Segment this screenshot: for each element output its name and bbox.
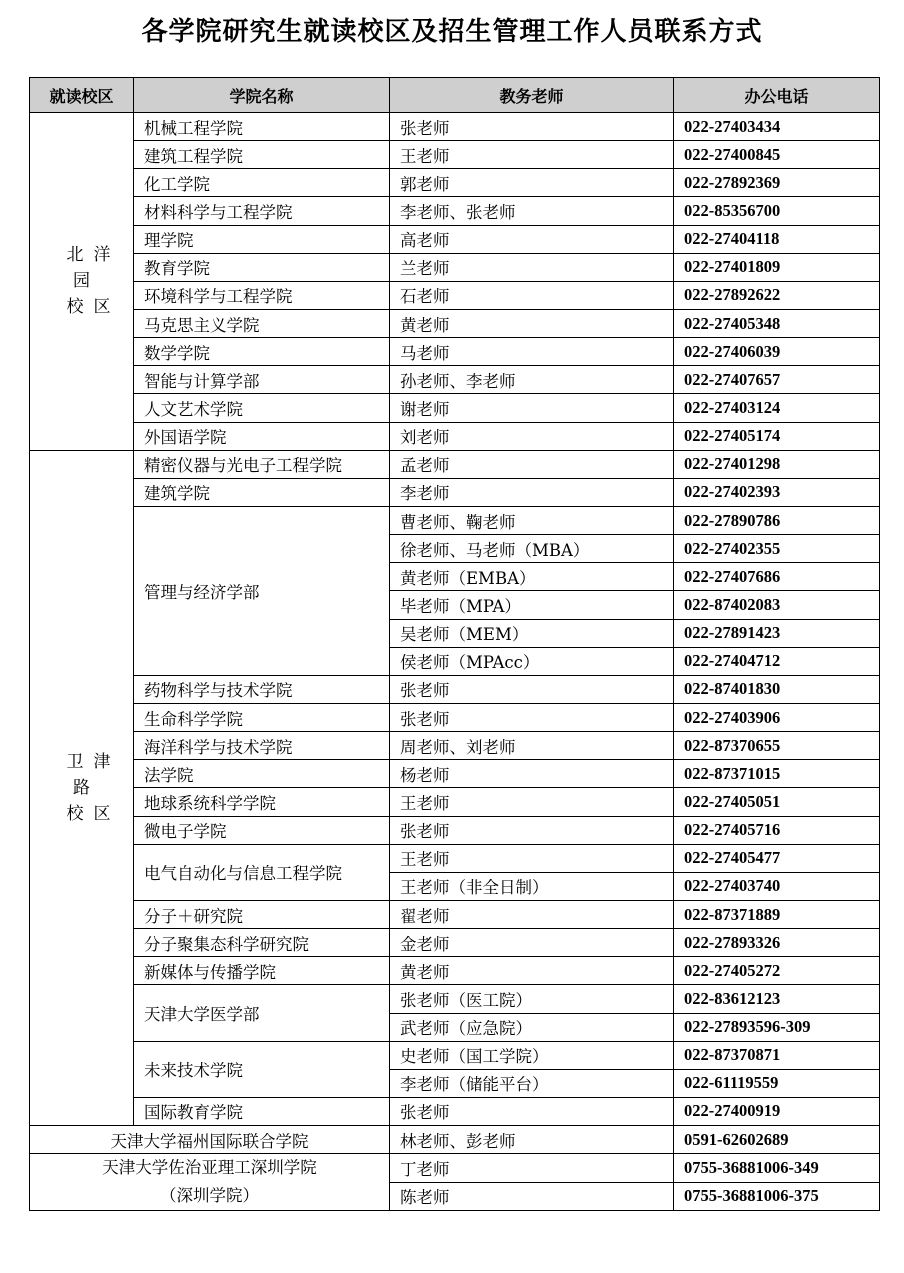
campus-label-line1: 卫津	[66, 751, 121, 772]
college-subname: （深圳学院）	[160, 1186, 259, 1206]
office-phone: 022-85356700	[674, 197, 880, 225]
table-row	[30, 788, 880, 816]
teacher-name: 黄老师	[390, 309, 674, 337]
office-phone: 0755-36881006-349	[674, 1154, 880, 1183]
college-name: 新媒体与传播学院	[134, 957, 390, 985]
table-row	[30, 900, 880, 928]
table-row	[30, 985, 880, 1013]
teacher-name: 兰老师	[390, 253, 674, 281]
page-title: 各学院研究生就读校区及招生管理工作人员联系方式	[141, 17, 763, 47]
office-phone: 022-27403434	[674, 113, 880, 141]
office-phone: 0755-36881006-375	[674, 1182, 880, 1211]
teacher-name: 孟老师	[390, 450, 674, 478]
teacher-name: 马老师	[390, 338, 674, 366]
header-teacher: 教务老师	[390, 78, 674, 113]
teacher-name: 孙老师、李老师	[390, 366, 674, 394]
teacher-name: 李老师	[390, 478, 674, 506]
office-phone: 022-27404712	[674, 647, 880, 675]
teacher-name: 杨老师	[390, 760, 674, 788]
teacher-name: 丁老师	[390, 1154, 674, 1183]
college-name-cell	[30, 1154, 390, 1211]
table-row	[30, 141, 880, 169]
header-college: 学院名称	[134, 78, 390, 113]
teacher-name: 陈老师	[390, 1182, 674, 1211]
table-row	[30, 703, 880, 731]
teacher-name: 张老师（医工院）	[390, 985, 674, 1013]
campus-label-line3: 校区	[66, 803, 121, 824]
table-body	[30, 113, 880, 1211]
teacher-name: 王老师	[390, 788, 674, 816]
office-phone: 022-83612123	[674, 985, 880, 1013]
college-name: 建筑工程学院	[134, 141, 390, 169]
teacher-name: 王老师（非全日制）	[390, 872, 674, 900]
college-name: 精密仪器与光电子工程学院	[134, 450, 390, 478]
office-phone: 022-27891423	[674, 619, 880, 647]
office-phone: 022-27403906	[674, 703, 880, 731]
office-phone: 022-27402393	[674, 478, 880, 506]
table-row	[30, 844, 880, 872]
teacher-name: 吴老师（MEM）	[390, 619, 674, 647]
table-row	[30, 1041, 880, 1069]
table-row	[30, 929, 880, 957]
teacher-name: 毕老师（MPA）	[390, 591, 674, 619]
college-name: 未来技术学院	[134, 1041, 390, 1097]
college-name: 生命科学学院	[134, 703, 390, 731]
teacher-name: 武老师（应急院）	[390, 1013, 674, 1041]
teacher-name: 谢老师	[390, 394, 674, 422]
table-row	[30, 1126, 880, 1154]
contact-table	[29, 77, 880, 1211]
table-row	[30, 1097, 880, 1125]
office-phone: 022-27405051	[674, 788, 880, 816]
office-phone: 022-87402083	[674, 591, 880, 619]
table-row	[30, 450, 880, 478]
college-name-cell	[30, 1126, 390, 1154]
office-phone: 022-27402355	[674, 535, 880, 563]
office-phone: 022-27405716	[674, 816, 880, 844]
table-row	[30, 366, 880, 394]
table-row	[30, 281, 880, 309]
table-row	[30, 816, 880, 844]
college-name: 教育学院	[134, 253, 390, 281]
college-name: 天津大学福州国际联合学院	[110, 1131, 309, 1151]
campus-cell-weijinlu	[30, 450, 134, 1125]
table-row	[30, 675, 880, 703]
table-row	[30, 394, 880, 422]
teacher-name: 张老师	[390, 816, 674, 844]
office-phone: 022-27892369	[674, 169, 880, 197]
table-row	[30, 309, 880, 337]
teacher-name: 史老师（国工学院）	[390, 1041, 674, 1069]
college-name: 国际教育学院	[134, 1097, 390, 1125]
college-name: 材料科学与工程学院	[134, 197, 390, 225]
table-row	[30, 1154, 880, 1183]
campus-label-line3: 校区	[66, 297, 121, 318]
college-name: 药物科学与技术学院	[134, 675, 390, 703]
table-row	[30, 113, 880, 141]
teacher-name: 李老师、张老师	[390, 197, 674, 225]
table-row	[30, 253, 880, 281]
college-name: 天津大学佐治亚理工深圳学院	[102, 1158, 317, 1178]
teacher-name: 翟老师	[390, 900, 674, 928]
teacher-name: 石老师	[390, 281, 674, 309]
teacher-name: 张老师	[390, 113, 674, 141]
college-name: 微电子学院	[134, 816, 390, 844]
teacher-name: 黄老师	[390, 957, 674, 985]
office-phone: 022-27400919	[674, 1097, 880, 1125]
office-phone: 022-27892622	[674, 281, 880, 309]
table-row	[30, 506, 880, 534]
office-phone: 022-27401809	[674, 253, 880, 281]
college-name: 管理与经济学部	[134, 506, 390, 675]
college-name: 建筑学院	[134, 478, 390, 506]
teacher-name: 周老师、刘老师	[390, 732, 674, 760]
table-row	[30, 760, 880, 788]
college-name: 天津大学医学部	[134, 985, 390, 1041]
college-name: 法学院	[134, 760, 390, 788]
table-row	[30, 169, 880, 197]
office-phone: 022-27401298	[674, 450, 880, 478]
table-row	[30, 338, 880, 366]
campus-cell-beiyangyuan	[30, 113, 134, 451]
college-name: 理学院	[134, 225, 390, 253]
college-name: 分子聚集态科学研究院	[134, 929, 390, 957]
teacher-name: 侯老师（MPAcc）	[390, 647, 674, 675]
teacher-name: 徐老师、马老师（MBA）	[390, 535, 674, 563]
office-phone: 022-27405174	[674, 422, 880, 450]
office-phone: 022-87371889	[674, 900, 880, 928]
college-name: 机械工程学院	[134, 113, 390, 141]
teacher-name: 李老师（储能平台）	[390, 1069, 674, 1097]
office-phone: 022-27890786	[674, 506, 880, 534]
office-phone: 022-27407686	[674, 563, 880, 591]
college-name: 地球系统科学学院	[134, 788, 390, 816]
teacher-name: 张老师	[390, 1097, 674, 1125]
college-name: 人文艺术学院	[134, 394, 390, 422]
office-phone: 022-61119559	[674, 1069, 880, 1097]
college-name: 马克思主义学院	[134, 309, 390, 337]
office-phone: 022-27404118	[674, 225, 880, 253]
campus-label-line2: 路	[73, 777, 100, 798]
teacher-name: 郭老师	[390, 169, 674, 197]
teacher-name: 曹老师、鞠老师	[390, 506, 674, 534]
college-name: 分子＋研究院	[134, 900, 390, 928]
teacher-name: 张老师	[390, 703, 674, 731]
office-phone: 0591-62602689	[674, 1126, 880, 1154]
table-row	[30, 197, 880, 225]
table-header-row	[30, 78, 880, 113]
office-phone: 022-87371015	[674, 760, 880, 788]
office-phone: 022-87401830	[674, 675, 880, 703]
teacher-name: 黄老师（EMBA）	[390, 563, 674, 591]
college-name: 外国语学院	[134, 422, 390, 450]
table-row	[30, 478, 880, 506]
teacher-name: 张老师	[390, 675, 674, 703]
table-row	[30, 225, 880, 253]
header-campus: 就读校区	[30, 78, 134, 113]
teacher-name: 王老师	[390, 844, 674, 872]
college-name: 化工学院	[134, 169, 390, 197]
office-phone: 022-27893326	[674, 929, 880, 957]
office-phone: 022-87370655	[674, 732, 880, 760]
office-phone: 022-27403740	[674, 872, 880, 900]
campus-label-line2: 园	[73, 271, 100, 292]
college-name: 智能与计算学部	[134, 366, 390, 394]
table-row	[30, 957, 880, 985]
header-phone: 办公电话	[674, 78, 880, 113]
teacher-name: 高老师	[390, 225, 674, 253]
teacher-name: 林老师、彭老师	[390, 1126, 674, 1154]
table-row	[30, 732, 880, 760]
office-phone: 022-27403124	[674, 394, 880, 422]
table-row	[30, 422, 880, 450]
office-phone: 022-27405477	[674, 844, 880, 872]
college-name: 海洋科学与技术学院	[134, 732, 390, 760]
teacher-name: 王老师	[390, 141, 674, 169]
office-phone: 022-27407657	[674, 366, 880, 394]
college-name: 环境科学与工程学院	[134, 281, 390, 309]
college-name: 电气自动化与信息工程学院	[134, 844, 390, 900]
campus-label-line1: 北洋	[66, 245, 121, 266]
teacher-name: 刘老师	[390, 422, 674, 450]
office-phone: 022-27405348	[674, 309, 880, 337]
teacher-name: 金老师	[390, 929, 674, 957]
office-phone: 022-27406039	[674, 338, 880, 366]
office-phone: 022-27893596-309	[674, 1013, 880, 1041]
office-phone: 022-87370871	[674, 1041, 880, 1069]
office-phone: 022-27400845	[674, 141, 880, 169]
college-name: 数学学院	[134, 338, 390, 366]
office-phone: 022-27405272	[674, 957, 880, 985]
